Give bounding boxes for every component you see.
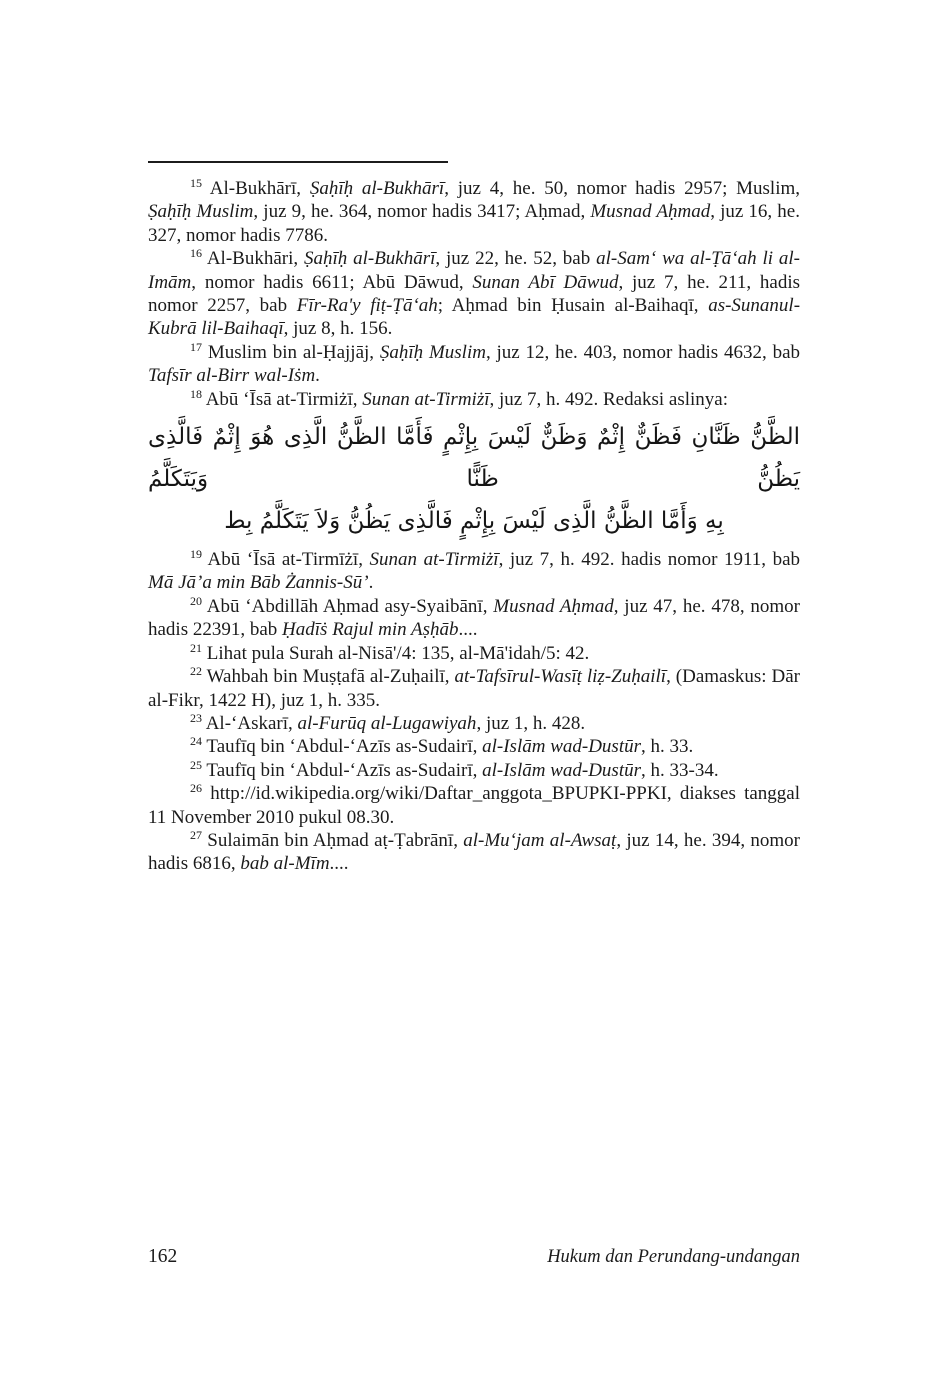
footnote-number: 15 xyxy=(190,176,202,190)
work-title: Sunan Abī Dāwud xyxy=(472,271,619,293)
work-title: Fīr-Ra'y fiṭ-Ṭā‘ah xyxy=(296,295,438,317)
work-title: at-Tafsīrul-Wasīṭ liẓ-Zuḥailī xyxy=(454,666,667,688)
footnote-text: http://id.wikipedia.org/wiki/Daftar_anggota_BPUPKI-PPKI, diakses tanggal 11 November 2010 pukul 08.30. xyxy=(148,783,801,828)
footnote-text: , juz 8, h. 156. xyxy=(283,318,393,340)
footnote-text: . xyxy=(315,365,320,387)
footnotes-section xyxy=(148,177,800,876)
work-title: Tafsīr al-Birr wal-Iṡm xyxy=(148,365,316,387)
footnote-text: Al-Bukhāri, xyxy=(206,248,304,270)
footnote-separator-rule xyxy=(148,161,448,163)
footnotes-area xyxy=(148,161,800,876)
footnote-26 xyxy=(148,782,800,829)
page-footer xyxy=(148,1246,800,1268)
footnote-text: Lihat pula Surah al-Nisā'/4: 135, al-Mā'idah/5: 42. xyxy=(206,642,590,664)
footnote-text: , h. 33-34. xyxy=(641,759,719,781)
footnote-number: 21 xyxy=(190,640,202,655)
work-title: as-Sunanul-Kubrā lil-Baihaqī xyxy=(148,295,801,340)
footnote-number: 27 xyxy=(190,827,202,842)
work-title: Mā Jā’a min Bāb Żannis-Sū’ xyxy=(148,572,369,594)
footnote-number: 23 xyxy=(190,710,202,725)
footnote-text: ; Aḥmad bin Ḥusain al-Baihaqī, xyxy=(437,295,709,317)
work-title: bab al-Mīm xyxy=(240,853,330,875)
footnote-text: Sulaimān bin Aḥmad aṭ-Ṭabrānī, xyxy=(207,829,464,851)
footnote-text: , h. 33. xyxy=(641,736,694,758)
footnote-16 xyxy=(148,247,800,341)
footnote-text: , juz 12, he. 403, nomor hadis 4632, bab xyxy=(485,341,800,363)
arabic-quotation xyxy=(148,416,800,542)
footnote-24 xyxy=(148,735,800,758)
footnote-text: , (Damaskus: Dār al-Fikr, 1422 H), juz 1, h. 335. xyxy=(148,666,800,711)
footnote-number: 19 xyxy=(190,547,202,562)
footnote-18 xyxy=(148,388,800,411)
footnote-number: 17 xyxy=(190,339,202,354)
footnote-20 xyxy=(148,595,800,642)
work-title: Musnad Aḥmad xyxy=(493,595,614,617)
footnote-21 xyxy=(148,642,800,665)
arabic-line: بِهِ وَأَمَّا الظَّنُّ الَّذِى لَيْسَ بِإِثْمٍ فَالَّذِى يَظُنُّ وَلاَ يَتَكَلَّمُ بِط xyxy=(224,508,724,535)
footnote-text: , juz 9, he. 364, nomor hadis 3417; Aḥmad, xyxy=(253,201,591,223)
footnote-text: Al-‘Askarī, xyxy=(205,712,298,734)
footnote-number: 26 xyxy=(190,781,202,796)
work-title: Ṣaḥīḥ Muslim xyxy=(379,341,486,363)
footnote-text: Muslim bin al-Ḥajjāj, xyxy=(207,341,380,363)
footnote-number: 22 xyxy=(190,664,202,679)
footnote-text: , nomor hadis 6611; Abū Dāwud, xyxy=(191,271,473,293)
footnote-text: , juz 7, h. 492. Redaksi aslinya: xyxy=(489,388,729,410)
footnote-text: . xyxy=(368,572,374,594)
work-title: Ṣaḥīḥ al-Bukhārī xyxy=(309,178,445,199)
page-number: 162 xyxy=(148,1246,178,1267)
footnote-text: , juz 7, h. 492. hadis nomor 1911, bab xyxy=(498,549,800,571)
footnote-number: 18 xyxy=(190,386,202,401)
work-title: al-Mu‘jam al-Awsaṭ xyxy=(463,829,617,851)
footnote-text: , juz 7, he. 211, hadis nomor 2257, bab xyxy=(148,271,801,317)
footnote-text: , juz 22, he. 52, bab xyxy=(435,248,597,270)
footnote-text: Abū ‘Īsā at-Tirmiżī, xyxy=(205,388,363,410)
footnote-23 xyxy=(148,712,800,735)
footnote-text: Abū ‘Īsā at-Tirmīżī, xyxy=(207,549,370,571)
work-title: al-Islām wad-Dustūr xyxy=(482,736,641,758)
work-title: al-Sam‘ wa al-Ṭā‘ah li al-Imām xyxy=(148,248,800,293)
footnote-text: , juz 14, he. 394, nomor hadis 6816, xyxy=(148,829,800,875)
running-title: Hukum dan Perundang-undangan xyxy=(547,1247,800,1267)
footnote-22 xyxy=(148,665,800,712)
footnote-17 xyxy=(148,341,800,388)
footnote-text: Abū ‘Abdillāh Aḥmad asy-Syaibānī, xyxy=(206,595,494,617)
footnote-text: Al-Bukhārī, xyxy=(209,178,310,199)
work-title: Ṣaḥīḥ Muslim xyxy=(148,201,254,223)
footnote-15 xyxy=(148,177,800,247)
footnote-text: .... xyxy=(458,619,478,641)
footnote-text: .... xyxy=(329,853,349,875)
footnote-number: 24 xyxy=(190,734,202,749)
footnote-text: , juz 16, he. 327, nomor hadis 7786. xyxy=(148,201,800,246)
footnote-number: 16 xyxy=(190,246,202,261)
work-title: Sunan at-Tirmiżī xyxy=(362,388,490,410)
work-title: al-Islām wad-Dustūr xyxy=(482,759,641,781)
footnote-text: Taufīq bin ‘Abdul-‘Azīs as-Sudairī, xyxy=(206,759,483,781)
work-title: Sunan at-Tirmiżī xyxy=(369,549,499,571)
footnote-number: 25 xyxy=(190,757,202,772)
work-title: Musnad Aḥmad xyxy=(590,201,711,223)
footnote-text: Wahbah bin Muṣṭafā al-Zuḥailī, xyxy=(206,666,455,688)
footnote-text: , juz 4, he. 50, nomor hadis 2957; Muslim, xyxy=(444,178,801,199)
footnote-number: 20 xyxy=(190,593,202,608)
work-title: al-Furūq al-Lugawiyah xyxy=(297,712,477,734)
footnote-27 xyxy=(148,829,800,876)
work-title: Ṣaḥīḥ al-Bukhārī xyxy=(303,248,436,270)
work-title: Ḥadīṡ Rajul min Aṣḥāb xyxy=(282,619,459,641)
footnote-text: Taufīq bin ‘Abdul-‘Azīs as-Sudairī, xyxy=(206,736,483,758)
footnote-25 xyxy=(148,759,800,782)
footnote-19 xyxy=(148,548,800,595)
footnote-text: , juz 47, he. 478, nomor hadis 22391, bab xyxy=(148,595,800,641)
arabic-line: الظَّنُّ ظَنَّانِ فَظَنٌّ إِثْمٌ وَظَنٌّ لَيْسَ بِإِثْمٍ فَأَمَّا الظَّنُّ الَّذِى هُوَ إِثْمٌ فَالَّذِى يَظُنُّ ظَنًّا وَيَتَكَلَّمُ xyxy=(148,424,800,493)
footnote-text: , juz 1, h. 428. xyxy=(476,712,586,734)
